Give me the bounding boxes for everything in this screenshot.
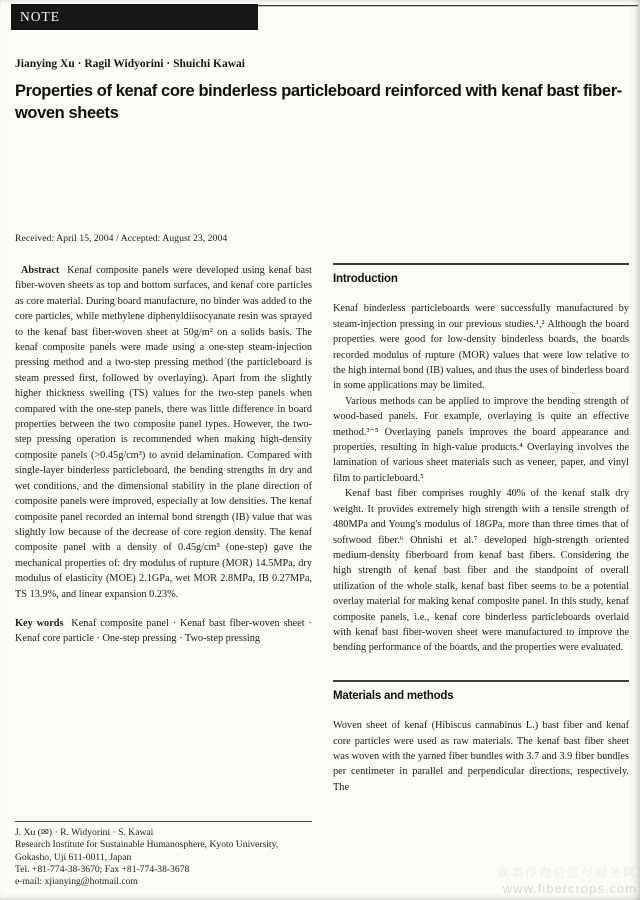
footnote-address: Gokasho, Uji 611-0011, Japan bbox=[15, 851, 132, 863]
keywords-label: Key words bbox=[15, 617, 64, 629]
received-accepted-line: Received: April 15, 2004 / Accepted: August 23, 2004 bbox=[15, 233, 228, 244]
note-label: NOTE bbox=[20, 9, 60, 24]
footnote-email: e-mail: xjianying@hotmail.com bbox=[15, 876, 138, 888]
introduction-heading: Introduction bbox=[333, 273, 398, 285]
introduction-paragraph-3: Kenaf bast fiber comprises roughly 40% of the kenaf stalk dry weight. It provides extremely high strength with a tensile strength of 480MPa and Young's modulus of 18GPa, more than three times that of softwood fiber.⁶ Ohnishi et al.⁷ developed high-strength oriented medium-density fiberboard from kenaf bast fibers. Considering the high strength of kenaf bast fiber and the standpoint of overall utilization of the whole stalk, kenaf bast fiber seems to be a potential overlay material for making kenaf composite panel. In this study, kenaf composite panels, i.e., kenaf core binderless particleboards overlaid with kenaf bast fiber-woven sheet were manufactured to improve the bending performance of the boards, and the properties were evaluated. bbox=[333, 488, 629, 654]
scan-watermark bbox=[497, 864, 637, 896]
abstract-paragraph bbox=[15, 263, 312, 602]
authors-line: Jianying Xu · Ragil Widyorini · Shuichi Kawai bbox=[15, 58, 245, 70]
left-column bbox=[15, 263, 312, 647]
footnote-tel-fax: Tel. +81-774-38-3670; Fax +81-774-38-3678 bbox=[15, 863, 190, 875]
right-column bbox=[333, 263, 629, 795]
materials-rule bbox=[333, 680, 629, 682]
footnote-authors: J. Xu (✉) · R. Widyorini · S. Kawai bbox=[15, 827, 154, 838]
footnote-affiliation: Research Institute for Sustainable Humanosphere, Kyoto University, bbox=[15, 839, 279, 851]
watermark-url: www.fibercrops.com bbox=[502, 881, 637, 896]
header-rule bbox=[258, 5, 638, 7]
materials-paragraph: Woven sheet of kenaf (Hibiscus cannabinus L.) bast fiber and kenaf core particles were used as raw materials. The kenaf bast fiber sheet was woven with the yarned fiber bundles with 3.7 and 3.9 fiber bundles per centimeter in parallel and perpendicular directions, respectively. The bbox=[333, 720, 629, 793]
abstract-label: Abstract bbox=[21, 265, 60, 276]
abstract-text: Kenaf composite panels were developed using kenaf bast fiber-woven sheets as top and bottom surfaces, and kenaf core particles as core material. During board manufacture, no binder was added to the core particles, while methylene diphenyldiisocyanate resin was sprayed to the kenaf bast fiber-woven sheet at 50g/m² on a solids basis. The kenaf composite panels were made using a one-step steam-injection pressing method and a two-step pressing method (the particleboard is steam pressed first, followed by overlaying). Apart from the slightly higher thickness swelling (TS) values for the two-step panels when compared with the one-step panels, there was little difference in board properties between the two composite panel types. However, the two-step pressing operation is recommended when making high-density composite panels (>0.45g/cm³) to avoid delamination. Compared with single-layer binderless particleboard, the bending strengths in dry and wet conditions, and the dimensional stability in the plane direction of composite panels were improved, especially at low densities. The kenaf composite panel recorded an internal bond strength (IB) value that was slightly low because of the decrease of core region density. The kenaf composite panel with a density of 0.45g/cm³ (one-step) gave the mechanical properties of: dry modulus of rupture (MOR) 14.5MPa, dry modulus of elasticity (MOE) 2.1GPa, wet MOR 2.8MPa, IB 0.27MPa, TS 13.9%, and linear expansion 0.23%. bbox=[15, 265, 312, 600]
article-title: Properties of kenaf core binderless particleboard reinforced with kenaf bast fiber-woven sheets bbox=[15, 82, 622, 122]
watermark-cjk-line: 麻类作物信息与服务网 bbox=[496, 866, 637, 880]
introduction-paragraph-1: Kenaf binderless particleboards were successfully manufactured by steam-injection pressing in our previous studies.¹,² Although the board properties were good for low-density binderless boards, the boards recorded modulus of rupture (MOR) values that were low relative to the high internal bond (IB) values, and thus the uses of binderless board in some applications may be limited. bbox=[333, 303, 629, 392]
introduction-rule bbox=[333, 263, 629, 265]
introduction-paragraph-2: Various methods can be applied to improve the bending strength of wood-based panels. For example, overlaying is quite an effective method.³⁻⁵ Overlaying panels improves the board appearance and properties, resulting in high-value products.⁴ Overlaying involves the lamination of various sheet materials such as veneer, paper, and vinyl film to particleboard.⁵ bbox=[333, 395, 629, 484]
keywords-paragraph bbox=[15, 616, 312, 647]
note-banner bbox=[11, 4, 258, 30]
correspondence-footnote bbox=[15, 821, 312, 888]
materials-heading: Materials and methods bbox=[333, 689, 454, 702]
materials-section bbox=[333, 680, 629, 795]
keywords-text: Kenaf composite panel · Kenaf bast fiber-woven sheet · Kenaf core particle · One-step pressing · Two-step pressing bbox=[15, 617, 312, 645]
